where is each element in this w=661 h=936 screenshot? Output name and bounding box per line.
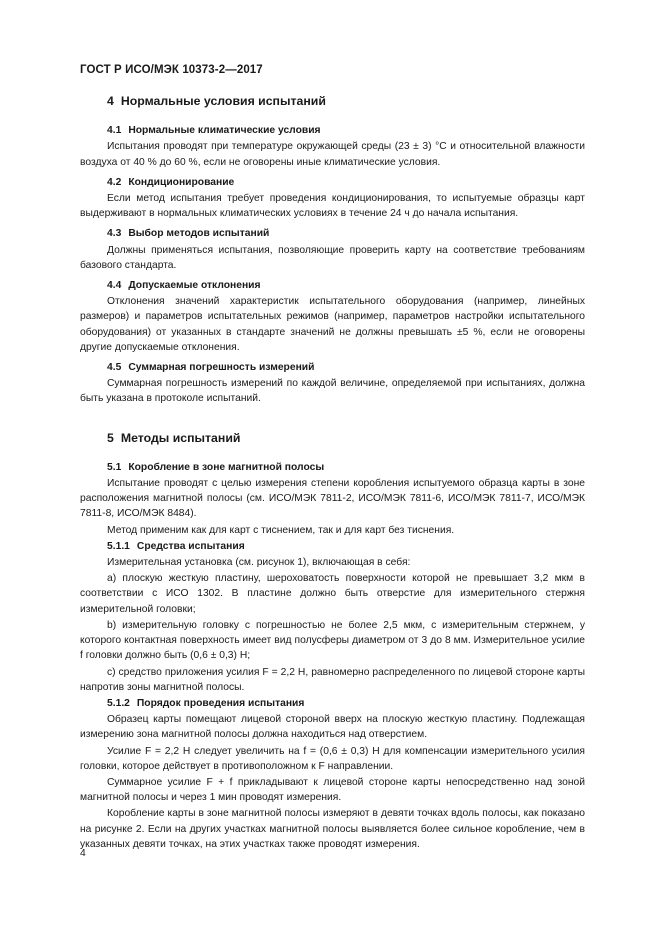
paragraph: Испытание проводят с целью измерения степени коробления испытуемого образца карты в зоне расположения магнитной полосы (см. ИСО/МЭК 7811-2, ИСО/МЭК 7811-6, ИСО/МЭК 7811-7, ИСО/МЭК 7811-8, ИСО/МЭК 8484). bbox=[80, 478, 585, 520]
paragraph: Коробление карты в зоне магнитной полосы измеряют в девяти точках вдоль полосы, как показано на рисунке 2. Если на других участках магнитной полосы выявляется более сильное коробление, чем в указанных девяти точках, на этих участках также проводят измерения. bbox=[80, 808, 585, 850]
section-4-heading bbox=[80, 94, 585, 109]
subsection-5-1-heading bbox=[80, 460, 585, 475]
subsection-number: 4.1 bbox=[107, 125, 122, 137]
subsection-number: 4.3 bbox=[107, 228, 122, 240]
paragraph: Образец карты помещают лицевой стороной вверх на плоскую жесткую пластину. Подлежащая измерению зона магнитной полосы должна находиться над отверстием. bbox=[80, 714, 585, 741]
subsection-number: 4.5 bbox=[107, 362, 122, 374]
subsection-number: 4.2 bbox=[107, 176, 122, 188]
section-title: Методы испытаний bbox=[120, 430, 241, 445]
subsection-4-2-heading bbox=[80, 175, 585, 190]
page-number: 4 bbox=[80, 848, 86, 859]
section-title: Нормальные условия испытаний bbox=[120, 94, 326, 108]
paragraph: Испытания проводят при температуре окружающей среды (23 ± 3) °C и относительной влажности воздуха от 40 % до 60 %, если не оговорены иные климатические условия. bbox=[80, 141, 585, 168]
document-body bbox=[80, 94, 585, 853]
subsection-title: Нормальные климатические условия bbox=[128, 125, 321, 137]
subsection-title: Выбор методов испытаний bbox=[128, 228, 270, 240]
paragraph: Отклонения значений характеристик испытательного оборудования (например, линейных размеров) и параметров испытательных режимов (например, параметров настройки испытательного оборудования) от указанных в стандарте значений не должны превышать ±5 %, если не оговорены другие допускаемые отклонения. bbox=[80, 296, 585, 353]
paragraph: Должны применяться испытания, позволяющие проверить карту на соответствие требованиям базового стандарта. bbox=[80, 244, 585, 271]
subsection-number: 5.1.2 bbox=[107, 697, 130, 709]
subsection-number: 5.1 bbox=[107, 461, 122, 473]
list-item-c: с) средство приложения усилия F = 2,2 Н, равномерно распределенного по лицевой стороне карты напротив зоны магнитной полосы. bbox=[80, 666, 585, 693]
list-item-b: b) измерительную головку с погрешностью не более 2,5 мкм, с измерительным стержнем, у которого контактная поверхность имеет вид полусферы диаметром от 3 до 8 мм. Измерительное усилие f головки должно быть (0,6 ± 0,3) Н; bbox=[80, 619, 585, 662]
subsection-4-4-heading bbox=[80, 278, 585, 293]
subsection-4-3-heading bbox=[80, 226, 585, 241]
paragraph: Метод применим как для карт с тиснением, так и для карт без тиснения. bbox=[107, 524, 455, 536]
paragraph: Измерительная установка (см. рисунок 1), включающая в себя: bbox=[107, 557, 411, 569]
subsection-number: 4.4 bbox=[107, 280, 122, 292]
subsection-title: Коробление в зоне магнитной полосы bbox=[128, 461, 325, 473]
paragraph: Усилие F = 2,2 Н следует увеличить на f = (0,6 ± 0,3) Н для компенсации измерительного усилия головки, которое действует в противоположном к F направлении. bbox=[80, 745, 585, 772]
subsection-5-1-2-heading bbox=[80, 696, 585, 711]
subsection-4-5-heading bbox=[80, 360, 585, 375]
section-number: 4 bbox=[107, 94, 114, 108]
subsection-title: Средства испытания bbox=[136, 540, 245, 552]
subsection-title: Суммарная погрешность измерений bbox=[128, 362, 315, 374]
subsection-4-1-heading bbox=[80, 123, 585, 138]
subsection-5-1-1-heading bbox=[80, 539, 585, 554]
list-item-a: а) плоскую жесткую пластину, шероховатость поверхности которой не превышает 3,2 мкм в соответствии с ИСО 1302. В пластине должно быть отверстие для измерительного стержня измерительной головки; bbox=[80, 573, 585, 615]
subsection-title: Кондиционирование bbox=[128, 176, 235, 188]
section-5-heading bbox=[80, 431, 585, 446]
subsection-title: Допускаемые отклонения bbox=[128, 280, 261, 292]
paragraph: Суммарная погрешность измерений по каждой величине, определяемой при испытаниях, должна быть указана в протоколе испытаний. bbox=[80, 378, 585, 405]
paragraph: Суммарное усилие F + f прикладывают к лицевой стороне карты непосредственно над зоной магнитной полосы и через 1 мин проводят измерения. bbox=[80, 776, 585, 804]
subsection-number: 5.1.1 bbox=[107, 540, 130, 552]
paragraph: Если метод испытания требует проведения кондиционирования, то испытуемые образцы карт выдерживают в нормальных климатических условиях в течение 24 ч до начала испытания. bbox=[80, 193, 585, 220]
subsection-title: Порядок проведения испытания bbox=[136, 697, 305, 709]
standard-code-header: ГОСТ Р ИСО/МЭК 10373-2—2017 bbox=[80, 64, 263, 76]
section-number: 5 bbox=[107, 430, 114, 445]
